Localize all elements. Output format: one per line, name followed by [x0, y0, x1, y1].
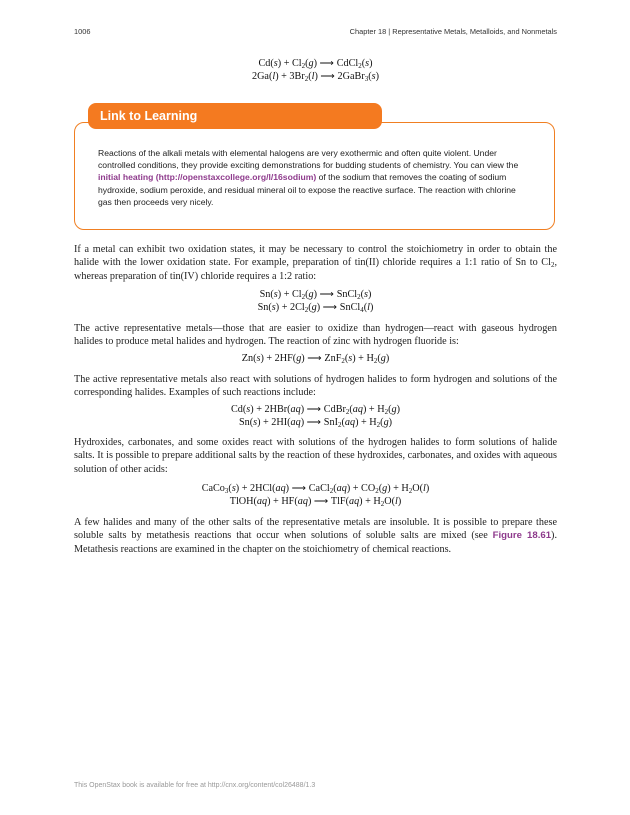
- equation-token: ) ⟶ SnI: [300, 416, 338, 428]
- equation-token: ): [385, 353, 390, 364]
- equation-token: aq: [344, 416, 356, 428]
- equation-token: 2: [357, 293, 361, 301]
- para1-text-a: If a metal can exhibit two oxidation states, it may be necessary to control the stoichiometry in order to obtain the halide with the lower oxidation state. For example, preparation of tin(II) chloride requires a 1:1 ratio of Sn to Cl: [74, 244, 557, 269]
- equation-token: s: [231, 483, 236, 494]
- paragraph-5: [74, 516, 557, 556]
- equation-token: ): [397, 495, 402, 507]
- equation-token: Sn(: [238, 416, 254, 428]
- equation-token: s: [273, 58, 278, 69]
- equation-token: s: [246, 404, 251, 415]
- equation-line: [74, 71, 557, 84]
- equation-token: s: [253, 416, 258, 428]
- figure-18-61-link[interactable]: Figure 18.61: [492, 530, 552, 542]
- equation-token: ): [367, 289, 372, 300]
- equation-token: 2: [375, 487, 379, 495]
- page-header: [74, 27, 557, 39]
- equation-token: 2: [373, 357, 378, 365]
- equation-token: Zn(: [241, 353, 257, 364]
- equation-token: (: [380, 416, 384, 428]
- equation-token: 2: [341, 357, 345, 365]
- equation-token: ) ⟶ TlF(: [307, 495, 349, 507]
- equation-line: [74, 353, 557, 366]
- equation-token: 2: [358, 62, 362, 70]
- equation-token: (: [308, 301, 312, 313]
- equation-token: (: [361, 58, 366, 69]
- equation-token: 2: [301, 62, 306, 70]
- equation-token: 4: [360, 305, 364, 314]
- equation-token: 2: [408, 487, 413, 495]
- equation-token: 2: [384, 408, 389, 416]
- equation-token: (: [360, 289, 364, 300]
- initial-heating-link[interactable]: initial heating (http://openstaxcollege.org/l/16sodium): [98, 172, 317, 183]
- link-to-learning-title: Link to Learning: [88, 103, 382, 129]
- equation-line: [74, 289, 557, 302]
- paragraph-2: The active representative metals—those that are easier to oxidize than hydrogen—react with gaseous hydrogen halides to produce metal halides and hydrogen. The reaction of zinc with hydrogen fluoride is:: [74, 323, 557, 348]
- page-footer: This OpenStax book is available for free at http://cnx.org/content/col26488/1.3: [74, 782, 316, 789]
- equation-token: (: [368, 70, 372, 82]
- equation-token: (: [305, 58, 309, 69]
- equation-token: aq: [297, 495, 308, 507]
- equation-token: ) + 2HI(: [257, 416, 291, 428]
- page-number: 1006: [74, 27, 91, 36]
- equation-token: ) + 2HCl(: [235, 483, 276, 494]
- equation-token: l: [367, 301, 370, 313]
- equation-token: Cd(: [231, 404, 247, 415]
- equation-token: (: [344, 353, 349, 364]
- equation-token: 2: [376, 420, 381, 429]
- equation-token: s: [271, 301, 276, 313]
- equation-token: O(: [412, 483, 424, 494]
- paragraph-4: Hydroxides, carbonates, and some oxides react with solutions of the hydrogen halides to form solutions of halide salts. It is possible to prepare additional salts by the reaction of these hydroxides, carbonates, and oxides with aqueous solution of other acids:: [74, 437, 557, 475]
- equation-token: ) + Cl: [277, 289, 302, 300]
- equation-token: l: [423, 483, 426, 494]
- equation-token: g: [391, 404, 397, 415]
- equation-token: ) ⟶ ZnF: [301, 353, 342, 364]
- equation-token: ): [375, 70, 380, 82]
- equation-token: 3: [364, 74, 369, 83]
- equation-token: ) + CO: [346, 483, 376, 494]
- para1-text-b: , whereas preparation of tin(IV) chloride requires a 1:2 ratio:: [74, 257, 557, 282]
- equation-token: ) + H: [355, 416, 377, 428]
- equation-token: ) + H: [359, 495, 381, 507]
- equation-token: ) ⟶ SnCl: [313, 289, 358, 300]
- equation-line: [74, 404, 557, 417]
- equation-token: ) + 2HBr(: [250, 404, 291, 415]
- equation-token: g: [296, 353, 302, 364]
- equation-block-1: [74, 58, 557, 83]
- equation-token: Sn(: [259, 289, 274, 300]
- equation-token: TlOH(: [229, 495, 257, 507]
- equation-token: 2: [380, 499, 385, 508]
- equation-line: [74, 58, 557, 71]
- equation-token: aq: [256, 495, 268, 507]
- equation-token: ) ⟶ CaCl: [285, 483, 330, 494]
- equation-line: [74, 483, 557, 496]
- equation-token: ): [369, 58, 373, 69]
- equation-token: g: [382, 483, 388, 494]
- para5-text-a: A few halides and many of the other salts of the representative metals are insoluble. It is possible to prepare these soluble salts by metathesis reactions that occur when solutions of soluble salts are mixed (see: [74, 517, 557, 542]
- paragraph-3: The active representative metals also react with solutions of hydrogen halides to form hydrogen and solutions of the corresponding halides. Examples of such reactions include:: [74, 374, 557, 399]
- equation-token: s: [273, 289, 278, 300]
- equation-token: (: [378, 483, 383, 494]
- equation-token: (: [341, 416, 345, 428]
- equation-token: ) ⟶ SnCl: [316, 301, 361, 313]
- equation-token: ) ⟶ CdBr: [300, 404, 346, 415]
- para5-text-b: ). Metathesis reactions are examined in the chapter on the stoichiometry of chemical reactions.: [74, 530, 557, 555]
- equation-token: 2: [337, 420, 342, 429]
- link-to-learning-text: [98, 147, 530, 208]
- equation-token: 2: [345, 408, 350, 416]
- equation-token: ) + H: [362, 404, 385, 415]
- equation-token: Cd(: [258, 58, 274, 69]
- equation-token: s: [365, 58, 370, 69]
- equation-token: g: [311, 301, 317, 313]
- equation-token: (: [228, 483, 232, 494]
- chapter-title: Chapter 18 | Representative Metals, Metalloids, and Nonmetals: [349, 27, 557, 36]
- equation-token: (: [349, 404, 353, 415]
- equation-token: ) + 3Br: [275, 70, 305, 82]
- equation-token: g: [308, 289, 314, 300]
- paragraph-1: [74, 243, 557, 283]
- equation-token: ) + 2Cl: [275, 301, 305, 313]
- equation-token: 2: [304, 74, 309, 83]
- equation-line: [74, 417, 557, 430]
- equation-token: (: [363, 301, 368, 313]
- equation-block-4: [74, 404, 557, 429]
- equation-token: l: [395, 495, 398, 507]
- equation-token: 2: [301, 293, 306, 301]
- equation-block-2: [74, 289, 557, 314]
- para1-subscript: 2: [550, 261, 555, 270]
- equation-block-5: [74, 483, 557, 508]
- equation-token: ) + H: [387, 483, 409, 494]
- ltl-text-after: of the sodium that removes the coating of sodium hydroxide, sodium peroxide, and residual mineral oil to expose the reactive surface. The reaction with chlorine gas then proceeds very nicely.: [98, 172, 516, 207]
- equation-token: 3: [224, 487, 229, 495]
- equation-token: (: [308, 70, 312, 82]
- equation-line: [74, 496, 557, 509]
- equation-token: Sn(: [257, 301, 272, 313]
- equation-token: aq: [275, 483, 286, 494]
- equation-token: CaCo: [201, 483, 225, 494]
- equation-token: (: [388, 404, 392, 415]
- equation-token: ) + Cl: [277, 58, 302, 69]
- equation-block-3: [74, 353, 557, 366]
- equation-token: ): [369, 301, 374, 313]
- equation-token: 2Ga(: [251, 70, 273, 82]
- equation-token: O(: [384, 495, 395, 507]
- equation-line: [74, 302, 557, 315]
- ltl-text-before: Reactions of the alkali metals with elemental halogens are very exothermic and often quite violent. Under controlled conditions, they provide exciting demonstrations for budding students of chemistry. You can view the: [98, 148, 519, 171]
- equation-token: s: [256, 353, 261, 364]
- equation-token: g: [383, 416, 389, 428]
- equation-token: 2: [329, 487, 334, 495]
- equation-token: ): [396, 404, 400, 415]
- equation-token: ) ⟶ 2GaBr: [314, 70, 365, 82]
- equation-token: aq: [336, 483, 347, 494]
- equation-token: g: [380, 353, 386, 364]
- equation-token: l: [272, 70, 276, 82]
- equation-token: ): [425, 483, 430, 494]
- equation-token: aq: [352, 404, 363, 415]
- equation-token: (: [377, 353, 381, 364]
- equation-token: s: [348, 353, 353, 364]
- equation-token: aq: [290, 404, 301, 415]
- equation-token: aq: [348, 495, 360, 507]
- equation-token: (: [305, 289, 309, 300]
- equation-token: s: [364, 289, 368, 300]
- equation-token: l: [311, 70, 315, 82]
- equation-token: ) + 2HF(: [260, 353, 297, 364]
- equation-token: ): [388, 416, 393, 428]
- equation-token: aq: [290, 416, 301, 428]
- equation-token: (: [333, 483, 337, 494]
- equation-token: ) + H: [352, 353, 374, 364]
- equation-token: s: [371, 70, 376, 82]
- equation-token: 2: [304, 305, 309, 314]
- equation-token: g: [308, 58, 314, 69]
- equation-token: ) ⟶ CdCl: [313, 58, 359, 69]
- equation-token: ) + HF(: [267, 495, 298, 507]
